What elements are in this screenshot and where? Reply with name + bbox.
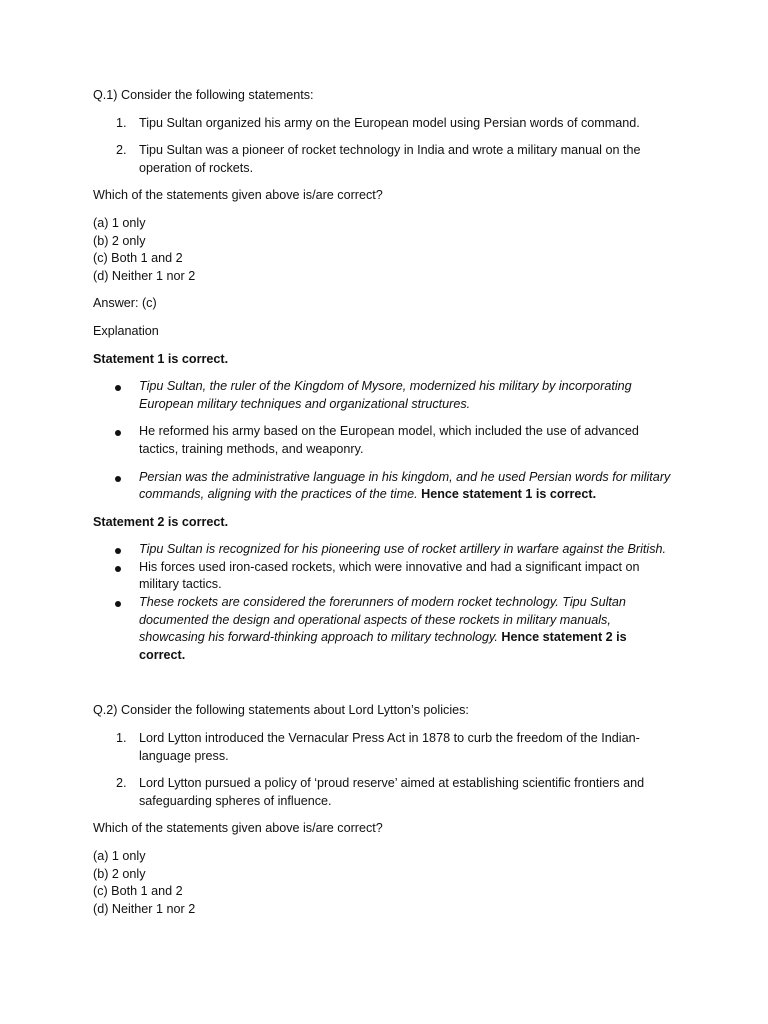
bullet-conclusion: Hence statement 1 is correct.	[421, 487, 597, 502]
statement-item	[93, 730, 673, 765]
bullet-text: His forces used iron-cased rockets, which were innovative and had a significant impact on military tactics.	[139, 559, 640, 592]
statement-number: 1.	[116, 731, 127, 746]
statement-2-explanation	[93, 541, 673, 664]
bullet-dot-icon	[115, 430, 121, 436]
option-a: (a) 1 only	[93, 849, 146, 863]
question-2-title: Q.2) Consider the following statements about Lord Lytton’s policies:	[93, 703, 469, 718]
option-d: (d) Neither 1 nor 2	[93, 901, 196, 916]
bullet-dot-icon	[115, 548, 121, 554]
bullet-text: He reformed his army based on the European model, which included the use of advanced tactics, training methods, and weaponry.	[139, 424, 639, 456]
explanation-bullet	[93, 559, 673, 594]
bullet-text: These rockets are considered the forerunners of modern rocket technology. Tipu Sultan documented the design and operational aspects of these rockets in military manuals, showcasing his forward-thinking approach to military technology.	[139, 595, 626, 645]
explanation-bullet	[93, 378, 673, 413]
bullet-text: Tipu Sultan, the ruler of the Kingdom of Mysore, modernized his military by incorporating European military techniques and organizational structures.	[139, 379, 632, 411]
question-1-statements	[93, 115, 673, 178]
statement-1-explanation	[93, 378, 673, 504]
statement-text: Tipu Sultan was a pioneer of rocket technology in India and wrote a military manual on the operation of rockets.	[139, 143, 641, 175]
answer: Answer: (c)	[93, 296, 157, 311]
statement-item	[93, 775, 673, 810]
question-2-statements	[93, 730, 673, 810]
option-d: (d) Neither 1 nor 2	[93, 268, 196, 283]
explanation-label: Explanation	[93, 323, 159, 338]
option-c: (c) Both 1 and 2	[93, 884, 183, 899]
question-1-title: Q.1) Consider the following statements:	[93, 88, 314, 102]
option-a: (a) 1 only	[93, 215, 146, 230]
explanation-bullet	[93, 423, 673, 458]
option-b: (b) 2 only	[93, 866, 146, 881]
statement-1-heading: Statement 1 is correct.	[93, 351, 229, 366]
question-1-options	[93, 215, 673, 285]
bullet-text: Persian was the administrative language in his kingdom, and he used Persian words for military commands, aligning with the practices of the time.	[139, 469, 671, 502]
option-c: (c) Both 1 and 2	[93, 251, 183, 266]
statement-text: Lord Lytton introduced the Vernacular Press Act in 1878 to curb the freedom of the Indian-language press.	[139, 731, 640, 763]
bullet-conclusion: Hence statement 2 is correct.	[139, 630, 627, 662]
question-2-prompt: Which of the statements given above is/are correct?	[93, 821, 383, 836]
bullet-dot-icon	[115, 566, 121, 572]
option-b: (b) 2 only	[93, 233, 146, 248]
statement-number: 1.	[116, 115, 127, 130]
question-1-prompt: Which of the statements given above is/are correct?	[93, 188, 383, 203]
bullet-dot-icon	[115, 601, 121, 607]
bullet-dot-icon	[115, 476, 121, 482]
document-body	[93, 87, 673, 928]
statement-item	[93, 115, 673, 133]
question-2-options	[93, 848, 673, 918]
statement-2-heading: Statement 2 is correct.	[93, 514, 229, 529]
statement-number: 2.	[116, 143, 127, 158]
bullet-dot-icon	[115, 385, 121, 391]
explanation-bullet	[93, 541, 673, 559]
explanation-bullet	[93, 594, 673, 664]
statement-number: 2.	[116, 776, 127, 791]
statement-text: Tipu Sultan organized his army on the European model using Persian words of command.	[139, 115, 640, 130]
bullet-text: Tipu Sultan is recognized for his pioneering use of rocket artillery in warfare against the British.	[139, 542, 666, 557]
statement-text: Lord Lytton pursued a policy of ‘proud reserve’ aimed at establishing scientific frontiers and safeguarding spheres of influence.	[139, 776, 645, 808]
explanation-bullet	[93, 469, 673, 504]
statement-item	[93, 142, 673, 177]
